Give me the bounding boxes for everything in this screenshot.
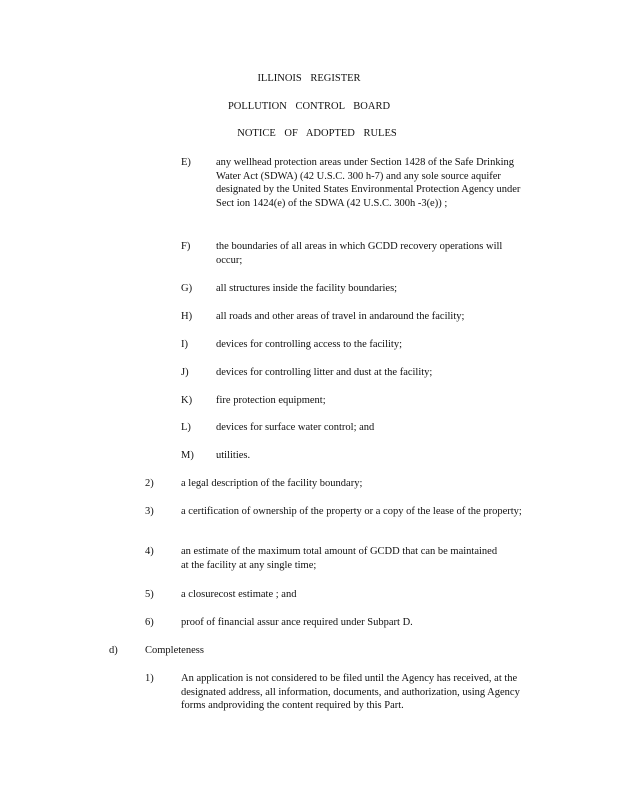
item-text: An application is not considered to be filed until the Agency has received, at the designated address, all information, documents, and authorization, using Agency forms andproviding the content required by this Part. [181,673,520,712]
section-title: Completeness [145,645,204,656]
item-text: devices for surface water control; and [216,422,375,433]
item-label: F) [181,241,191,252]
section-label: d) [109,645,118,656]
item-text: all roads and other areas of travel in andaround the facility; [216,311,465,322]
item-label: J) [181,367,189,378]
item-label: 2) [145,478,154,489]
item-text: a legal description of the facility boundary; [181,478,363,489]
item-text: all structures inside the facility boundaries; [216,283,398,294]
item-text: an estimate of the maximum total amount of GCDD that can be maintained at the facility at any single time; [181,546,498,571]
item-label: 4) [145,546,154,557]
item-label: M) [181,450,194,461]
item-text: a certification of ownership of the property or a copy of the lease of the property; [181,506,522,517]
item-label: G) [181,283,193,294]
item-text: any wellhead protection areas under Section 1428 of the Safe Drinking Water Act (SDWA) (42 U.S.C. 300 h-7) and any sole source aquifer designated by the United States Environmental Protection Agency under Sect ion 1424(e) of the SDWA (42 U.S.C. 300h -3(e)) ; [216,157,521,209]
header-notice: NOTICE OF ADOPTED RULES [237,128,397,139]
header-register: ILLINOIS REGISTER [257,73,361,84]
item-text: devices for controlling litter and dust at the facility; [216,367,433,378]
item-text: utilities. [216,450,251,461]
header-board: POLLUTION CONTROL BOARD [227,101,391,112]
item-label: 6) [145,617,154,628]
item-text: proof of financial assur ance required under Subpart D. [181,617,413,628]
item-label: 5) [145,589,154,600]
item-text: a closurecost estimate ; and [181,589,297,600]
item-label: 3) [145,506,154,517]
item-label: E) [181,157,191,168]
item-text: the boundaries of all areas in which GCDD recovery operations will occur; [216,241,503,266]
item-label: K) [181,395,193,406]
item-label: H) [181,311,193,322]
item-label: 1) [145,673,154,684]
item-text: fire protection equipment; [216,395,326,406]
item-label: L) [181,422,191,433]
item-label: I) [181,339,188,350]
item-text: devices for controlling access to the facility; [216,339,403,350]
